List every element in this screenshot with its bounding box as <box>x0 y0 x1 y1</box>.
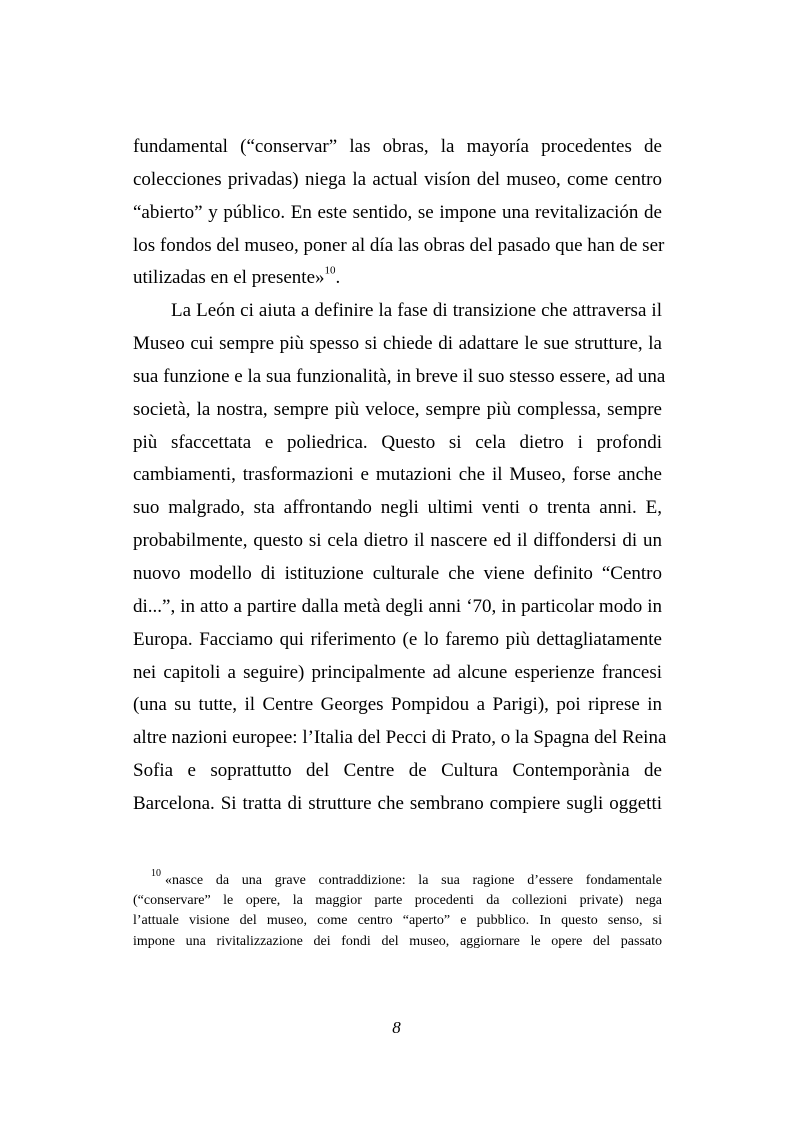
page-number: 8 <box>392 1018 401 1037</box>
footnote-line: (“conservare” le opere, la maggior parte procedenti da collezioni private) nega <box>133 893 662 909</box>
text-segment: «nasce da una grave contraddizione: la sua ragione d’essere fondamentale <box>165 873 662 888</box>
footnote-line: impone una rivitalizzazione dei fondi del museo, aggiornare le opere del passato <box>133 933 662 949</box>
text-line: cambiamenti, trasformazioni e mutazioni che il Museo, forse anche <box>133 464 662 486</box>
footnote-reference: 10 <box>324 265 336 278</box>
text-line: los fondos del museo, poner al día las obras del pasado que han de ser <box>133 234 665 256</box>
text-line: probabilmente, questo si cela dietro il nascere ed il diffondersi di un <box>133 530 662 552</box>
paragraph-spanish-quote <box>133 131 665 295</box>
text-line: “abierto” y público. En este sentido, se impone una revitalización de <box>133 201 662 223</box>
text-line: suo malgrado, sta affrontando negli ultimi venti o trenta anni. E, <box>133 497 662 519</box>
text-line: di...”, in atto a partire dalla metà degli anni ‘70, in particolar modo in <box>133 595 662 617</box>
text-line: società, la nostra, sempre più veloce, sempre più complessa, sempre <box>133 398 662 420</box>
text-segment: utilizadas en el presente» <box>133 267 325 289</box>
text-line: nuovo modello di istituzione culturale che viene definito “Centro <box>133 562 662 584</box>
text-line: Europa. Facciamo qui riferimento (e lo faremo più dettagliatamente <box>133 628 662 650</box>
text-line: più sfaccettata e poliedrica. Questo si cela dietro i profondi <box>133 431 662 453</box>
text-line: Museo cui sempre più spesso si chiede di adattare le sue strutture, la <box>133 333 662 355</box>
text-line: La León ci aiuta a definire la fase di transizione che attraversa il <box>171 300 662 322</box>
text-line: (una su tutte, il Centre Georges Pompidou a Parigi), poi riprese in <box>133 694 662 716</box>
text-line: altre nazioni europee: l’Italia del Pecci di Prato, o la Spagna del Reina <box>133 727 667 749</box>
text-line: sua funzione e la sua funzionalità, in breve il suo stesso essere, ad una <box>133 365 666 387</box>
footnote-10 <box>133 868 662 952</box>
text-line: colecciones privadas) niega la actual visíon del museo, come centro <box>133 168 662 190</box>
footnote-number: 10 <box>151 868 161 879</box>
paragraph-body <box>133 295 667 821</box>
text-line <box>133 262 662 295</box>
footnote-line <box>133 868 662 891</box>
text-line: nei capitoli a seguire) principalmente ad alcune esperienze francesi <box>133 661 662 683</box>
main-text <box>133 131 667 821</box>
text-line: Barcelona. Si tratta di strutture che sembrano compiere sugli oggetti <box>133 792 662 814</box>
footnote-line: l’attuale visione del museo, come centro “aperto” e pubblico. In questo senso, si <box>133 913 662 929</box>
text-segment: . <box>335 267 341 289</box>
text-line: Sofia e soprattutto del Centre de Cultura Contemporània de <box>133 760 662 782</box>
text-line: fundamental (“conservar” las obras, la mayoría procedentes de <box>133 136 662 157</box>
